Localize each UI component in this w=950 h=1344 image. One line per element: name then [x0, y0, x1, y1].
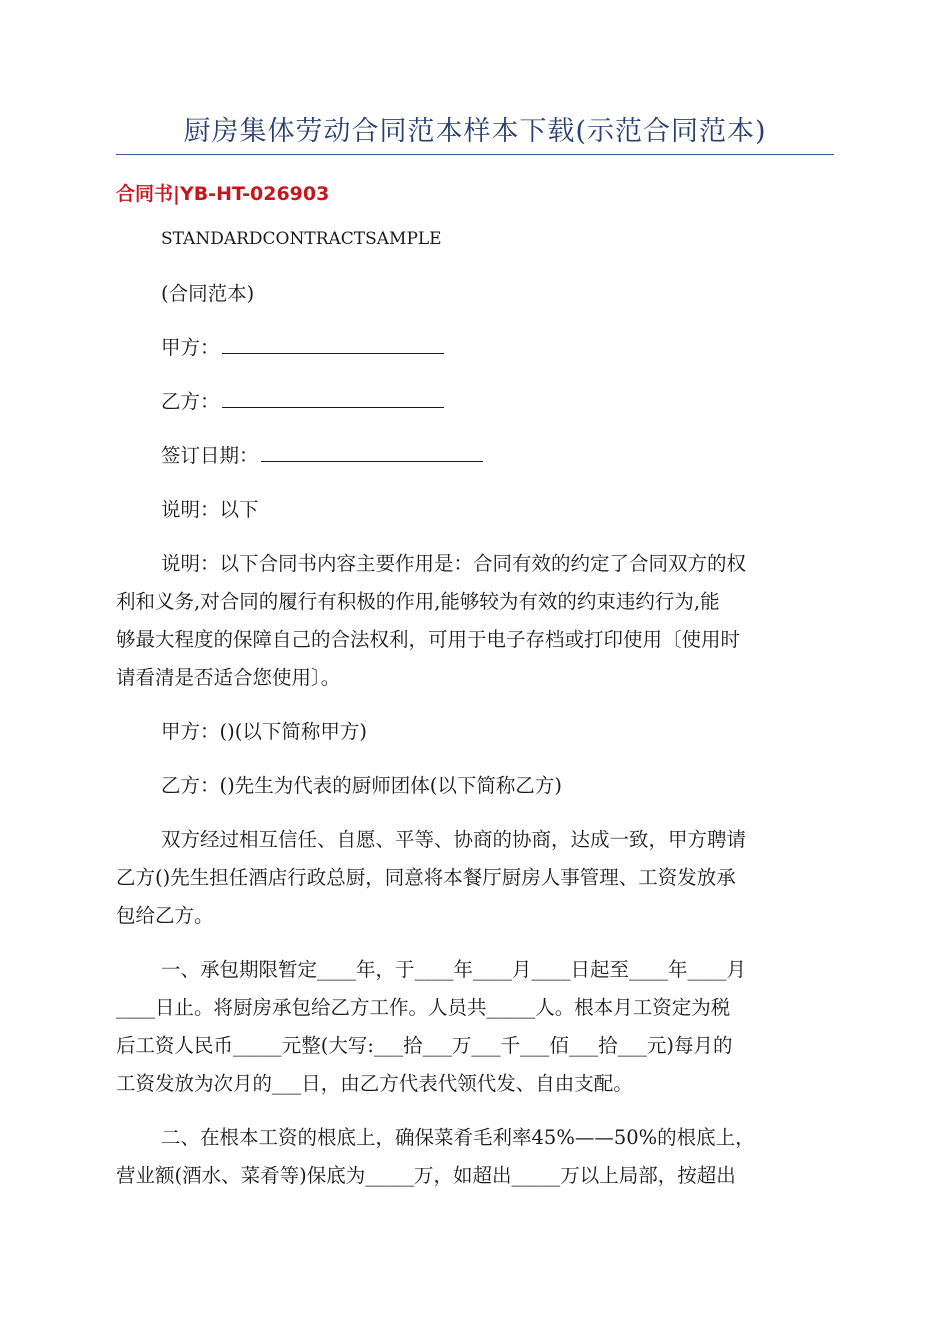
clause-1-line: 工资发放为次月的___日，由乙方代表代领代发、自由支配。 — [116, 1072, 633, 1095]
party-b-blank — [222, 385, 444, 408]
agreement-line: 双方经过相互信任、自愿、平等、协商的协商，达成一致，甲方聘请 — [161, 828, 747, 851]
party-b-label: 乙方： — [161, 390, 220, 413]
contract-number: 合同书|YB-HT-026903 — [116, 183, 330, 205]
agreement-line: 乙方()先生担任酒店行政总厨，同意将本餐厅厨房人事管理、工资发放承 — [116, 866, 736, 889]
sign-date-label: 签订日期： — [161, 444, 259, 467]
party-a-full: 甲方：()(以下简称甲方) — [161, 720, 367, 743]
title-divider — [116, 154, 834, 155]
clause-1-line: ____日止。将厨房承包给乙方工作。人员共_____人。根本月工资定为税 — [116, 996, 731, 1019]
note-line: 说明：以下合同书内容主要作用是：合同有效的约定了合同双方的权 — [161, 552, 747, 575]
note-line: 利和义务,对合同的履行有积极的作用,能够较为有效的约束违约行为,能 — [116, 590, 720, 613]
sign-date-blank — [261, 439, 483, 462]
clause-2-line: 二、在根本工资的根底上，确保菜肴毛利率45%——50%的根底上， — [161, 1126, 755, 1149]
agreement-line: 包给乙方。 — [116, 904, 214, 927]
party-a-blank — [222, 331, 444, 354]
party-a-row — [116, 329, 879, 366]
clause-1-line: 后工资人民币_____元整(大写:___拾___万___千___佰___拾___元)每月的 — [116, 1034, 733, 1057]
note-line: 够最大程度的保障自己的合法权利，可用于电子存档或打印使用〔使用时 — [116, 628, 741, 651]
note-line: 请看清是否适合您使用〕。 — [116, 666, 341, 689]
party-b-row — [116, 383, 879, 420]
note-short: 说明：以下 — [161, 498, 259, 521]
document-title: 厨房集体劳动合同范本样本下载(示范合同范本) — [183, 116, 767, 147]
sign-date-row — [116, 437, 879, 474]
party-a-label: 甲方： — [161, 336, 220, 359]
clause-1-line: 一、承包期限暂定____年，于____年____月____日起至____年____月 — [161, 958, 747, 981]
party-b-full: 乙方：()先生为代表的厨师团体(以下简称乙方) — [161, 774, 562, 797]
sample-label: (合同范本) — [161, 282, 255, 305]
clause-2-line: 营业额(酒水、菜肴等)保底为_____万，如超出_____万以上局部，按超出 — [116, 1164, 736, 1187]
standard-contract-sample: STANDARDCONTRACTSAMPLE — [161, 229, 442, 249]
